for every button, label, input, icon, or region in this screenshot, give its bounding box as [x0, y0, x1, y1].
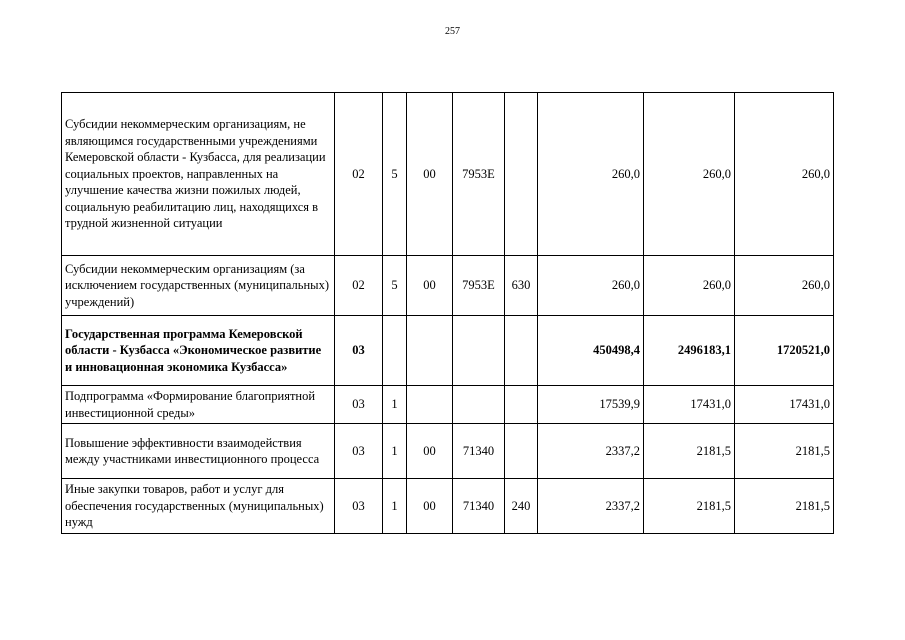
table-row [62, 424, 834, 479]
section-code: 03 [335, 479, 383, 534]
value-year-2: 2496183,1 [644, 316, 735, 386]
value-year-1: 260,0 [538, 93, 644, 256]
value-year-1: 450498,4 [538, 316, 644, 386]
section-code: 02 [335, 256, 383, 316]
value-year-3: 260,0 [735, 93, 834, 256]
table-row [62, 386, 834, 424]
measure-code [407, 386, 453, 424]
measure-code: 00 [407, 424, 453, 479]
measure-code: 00 [407, 479, 453, 534]
value-year-3: 17431,0 [735, 386, 834, 424]
row-name: Иные закупки товаров, работ и услуг для обеспечения государственных (муниципальных) нужд [62, 479, 335, 534]
value-year-3: 1720521,0 [735, 316, 834, 386]
subprogram-code: 5 [383, 256, 407, 316]
measure-code [407, 316, 453, 386]
value-year-2: 2181,5 [644, 479, 735, 534]
row-name: Субсидии некоммерческим организациям (за исключением государственных (муниципальных) учреждений) [62, 256, 335, 316]
value-year-1: 2337,2 [538, 424, 644, 479]
value-year-2: 260,0 [644, 256, 735, 316]
page-number: 257 [445, 26, 460, 37]
expense-code [453, 386, 505, 424]
value-year-1: 17539,9 [538, 386, 644, 424]
section-code: 03 [335, 386, 383, 424]
value-year-2: 260,0 [644, 93, 735, 256]
budget-table [61, 92, 834, 534]
expense-code [453, 316, 505, 386]
value-year-3: 2181,5 [735, 479, 834, 534]
type-code [505, 386, 538, 424]
type-code [505, 316, 538, 386]
subprogram-code [383, 316, 407, 386]
type-code: 240 [505, 479, 538, 534]
subprogram-code: 1 [383, 386, 407, 424]
table-row [62, 256, 834, 316]
expense-code: 71340 [453, 424, 505, 479]
table-row [62, 316, 834, 386]
value-year-2: 2181,5 [644, 424, 735, 479]
section-code: 03 [335, 316, 383, 386]
type-code: 630 [505, 256, 538, 316]
subprogram-code: 1 [383, 424, 407, 479]
value-year-1: 2337,2 [538, 479, 644, 534]
measure-code: 00 [407, 93, 453, 256]
subprogram-code: 1 [383, 479, 407, 534]
value-year-3: 2181,5 [735, 424, 834, 479]
row-name: Субсидии некоммерческим организациям, не являющимся государственными учреждениями Кемеровской области - Кузбасса, для реализации социальных проектов, направленных на улучшение качества жизни пожилых людей, социальную реабилитацию лиц, находящихся в трудной жизненной ситуации [62, 93, 335, 256]
row-name: Подпрограмма «Формирование благоприятной инвестиционной среды» [62, 386, 335, 424]
table-row [62, 479, 834, 534]
measure-code: 00 [407, 256, 453, 316]
table-row [62, 93, 834, 256]
section-code: 03 [335, 424, 383, 479]
section-code: 02 [335, 93, 383, 256]
subprogram-code: 5 [383, 93, 407, 256]
value-year-2: 17431,0 [644, 386, 735, 424]
expense-code: 7953Е [453, 93, 505, 256]
value-year-1: 260,0 [538, 256, 644, 316]
value-year-3: 260,0 [735, 256, 834, 316]
row-name: Повышение эффективности взаимодействия между участниками инвестиционного процесса [62, 424, 335, 479]
expense-code: 7953Е [453, 256, 505, 316]
row-name: Государственная программа Кемеровской области - Кузбасса «Экономическое развитие и инновационная экономика Кузбасса» [62, 316, 335, 386]
type-code [505, 424, 538, 479]
type-code [505, 93, 538, 256]
expense-code: 71340 [453, 479, 505, 534]
